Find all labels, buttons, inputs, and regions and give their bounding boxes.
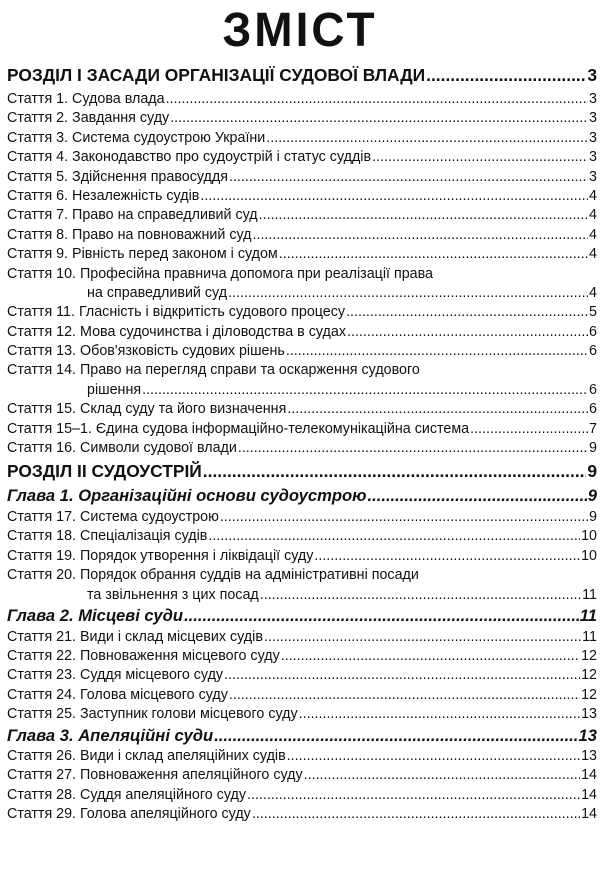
toc-chapter-label: Глава 2. Місцеві суди [7, 605, 184, 628]
toc-article-12[interactable] [7, 323, 597, 342]
dot-leader [470, 420, 588, 439]
dot-leader [372, 148, 588, 167]
dot-leader [346, 303, 588, 322]
toc-article-label: Стаття 21. Види і склад місцевих судів [7, 628, 264, 647]
toc-article-label: Стаття 25. Заступник голови місцевого суду [7, 705, 299, 724]
dot-leader [426, 60, 586, 90]
toc-article-19[interactable] [7, 547, 597, 566]
toc-page-number: 3 [587, 65, 597, 85]
toc-article-2[interactable] [7, 109, 597, 128]
toc-article-15-1[interactable] [7, 420, 597, 439]
dot-leader [247, 786, 580, 805]
toc-page-number: 13 [581, 748, 597, 765]
toc-article-6[interactable] [7, 187, 597, 206]
dot-leader [299, 705, 580, 724]
toc-article-label: Стаття 26. Види і склад апеляційних судів [7, 747, 287, 766]
toc-article-label: Стаття 1. Судова влада [7, 90, 166, 109]
toc-article-18[interactable] [7, 527, 597, 546]
toc-page-number: 6 [589, 323, 597, 340]
toc-page-number: 13 [578, 725, 597, 745]
toc-article-label: Стаття 18. Спеціалізація судів [7, 527, 208, 546]
dot-leader [220, 508, 588, 527]
toc-article-label-line2: та звільнення з цих посад [87, 586, 260, 605]
dot-leader [264, 628, 581, 647]
toc-article-label: Стаття 29. Голова апеляційного суду [7, 805, 252, 824]
toc-article-1[interactable] [7, 90, 597, 109]
toc-page-number: 10 [581, 547, 597, 564]
toc-page-number: 12 [581, 686, 597, 703]
toc-article-15[interactable] [7, 400, 597, 419]
toc-article-label: Стаття 22. Повноваження місцевого суду [7, 647, 281, 666]
toc-article-label: Стаття 28. Суддя апеляційного суду [7, 786, 247, 805]
toc-article-14[interactable] [7, 361, 597, 400]
toc-article-label: Стаття 6. Незалежність судів [7, 187, 200, 206]
dot-leader [224, 666, 580, 685]
toc-article-label: Стаття 5. Здійснення правосуддя [7, 168, 229, 187]
toc-article-10[interactable] [7, 265, 597, 304]
toc-chapter-3[interactable] [7, 725, 597, 748]
toc-chapter-label: Глава 1. Організаційні основи судоустрою [7, 485, 368, 508]
toc-page-number: 9 [587, 461, 597, 482]
toc-page-number: 3 [589, 129, 597, 146]
toc-page-number: 3 [589, 149, 597, 166]
toc-page-number: 3 [589, 90, 597, 107]
toc-article-28[interactable] [7, 786, 597, 805]
dot-leader [238, 439, 588, 458]
toc-article-13[interactable] [7, 342, 597, 361]
toc-article-24[interactable] [7, 686, 597, 705]
toc-article-label: Стаття 24. Голова місцевого суду [7, 686, 229, 705]
toc-section-label: РОЗДІЛ І ЗАСАДИ ОРГАНІЗАЦІЇ СУДОВОЇ ВЛАДИ [7, 60, 426, 90]
table-of-contents [7, 60, 597, 825]
toc-article-7[interactable] [7, 206, 597, 225]
toc-article-label-line1: Стаття 20. Порядок обрання суддів на адміністративні посади [7, 567, 419, 584]
toc-page-number: 3 [589, 110, 597, 127]
toc-page-number: 9 [589, 509, 597, 525]
toc-page-number: 7 [589, 420, 597, 437]
dot-leader [228, 284, 588, 303]
dot-leader [170, 109, 588, 128]
toc-article-4[interactable] [7, 148, 597, 167]
dot-leader [229, 168, 588, 187]
toc-article-label-line2: на справедливий суд [87, 284, 228, 303]
dot-leader [203, 458, 587, 485]
toc-article-21[interactable] [7, 628, 597, 647]
toc-article-label: Стаття 11. Гласність і відкритість судового процесу [7, 303, 346, 322]
toc-page-number: 6 [589, 381, 597, 398]
toc-article-label: Стаття 9. Рівність перед законом і судом [7, 245, 279, 264]
toc-page-number: 4 [589, 187, 597, 204]
dot-leader [287, 747, 580, 766]
dot-leader [214, 725, 577, 748]
toc-article-label: Стаття 12. Мова судочинства і діловодства в судах [7, 323, 347, 342]
toc-article-label: Стаття 15–1. Єдина судова інформаційно-телекомунікаційна система [7, 420, 470, 439]
toc-page-number: 14 [581, 806, 597, 823]
toc-article-label: Стаття 8. Право на повноважний суд [7, 226, 253, 245]
toc-page-number: 12 [581, 647, 597, 664]
toc-article-label-line1: Стаття 14. Право на перегляд справи та оскарження судового [7, 362, 420, 379]
dot-leader [368, 485, 587, 508]
toc-article-5[interactable] [7, 168, 597, 187]
dot-leader [281, 647, 580, 666]
toc-article-3[interactable] [7, 129, 597, 148]
toc-page-number: 13 [581, 706, 597, 723]
toc-page-number: 10 [581, 528, 597, 545]
dot-leader [142, 381, 588, 400]
dot-leader [208, 527, 580, 546]
toc-page-number: 3 [589, 168, 597, 185]
toc-article-29[interactable] [7, 805, 597, 824]
toc-article-label: Стаття 27. Повноваження апеляційного суду [7, 767, 304, 786]
dot-leader [260, 586, 581, 605]
toc-article-label: Стаття 7. Право на справедливий суд [7, 206, 259, 225]
toc-article-9[interactable] [7, 245, 597, 264]
toc-article-label: Стаття 19. Порядок утворення і ліквідації суду [7, 547, 314, 566]
toc-page-number: 11 [582, 586, 597, 603]
dot-leader [279, 245, 588, 264]
toc-page-number: 11 [579, 605, 597, 625]
toc-chapter-2[interactable] [7, 605, 597, 628]
toc-page-number: 9 [587, 486, 597, 506]
page-title: ЗМІСТ [222, 1, 378, 57]
toc-page-number: 14 [581, 767, 597, 784]
toc-article-label: Стаття 16. Символи судової влади [7, 439, 238, 458]
toc-page-number: 12 [581, 667, 597, 684]
toc-page-number: 4 [589, 226, 597, 243]
toc-chapter-label: Глава 3. Апеляційні суди [7, 725, 214, 748]
toc-article-label: Стаття 23. Суддя місцевого суду [7, 666, 224, 685]
dot-leader [184, 605, 579, 628]
toc-article-label: Стаття 3. Система судоустрою України [7, 129, 266, 148]
toc-section-2[interactable] [7, 458, 597, 485]
toc-page-number: 9 [589, 440, 597, 457]
toc-page-number: 14 [581, 786, 597, 803]
toc-page-number: 4 [589, 246, 597, 263]
toc-page-number: 6 [589, 343, 597, 360]
toc-article-11[interactable] [7, 303, 597, 322]
dot-leader [229, 686, 580, 705]
toc-article-17[interactable] [7, 508, 597, 527]
toc-section-1[interactable] [7, 60, 597, 90]
toc-article-16[interactable] [7, 439, 597, 458]
toc-article-20[interactable] [7, 566, 597, 605]
dot-leader [266, 129, 588, 148]
dot-leader [314, 547, 580, 566]
toc-page-number: 4 [589, 284, 597, 301]
dot-leader [347, 323, 588, 342]
toc-page-number: 6 [589, 401, 597, 418]
toc-article-22[interactable] [7, 647, 597, 666]
dot-leader [252, 805, 580, 824]
toc-page-number: 11 [582, 628, 597, 645]
toc-article-8[interactable] [7, 226, 597, 245]
toc-article-26[interactable] [7, 747, 597, 766]
toc-article-23[interactable] [7, 666, 597, 685]
toc-article-label: Стаття 15. Склад суду та його визначення [7, 400, 287, 419]
toc-article-27[interactable] [7, 767, 597, 786]
dot-leader [253, 226, 589, 245]
toc-article-label-line1: Стаття 10. Професійна правнича допомога при реалізації права [7, 265, 433, 282]
toc-section-label: РОЗДІЛ ІІ СУДОУСТРІЙ [7, 458, 203, 485]
toc-article-25[interactable] [7, 705, 597, 724]
dot-leader [304, 767, 580, 786]
toc-article-label: Стаття 4. Законодавство про судоустрій і статус суддів [7, 148, 372, 167]
toc-chapter-1[interactable] [7, 485, 597, 508]
toc-article-label: Стаття 17. Система судоустрою [7, 508, 220, 527]
toc-article-label: Стаття 2. Завдання суду [7, 109, 170, 128]
dot-leader [286, 342, 588, 361]
dot-leader [166, 90, 588, 109]
toc-page-number: 4 [589, 207, 597, 224]
toc-article-label-line2: рішення [87, 381, 142, 400]
toc-article-label: Стаття 13. Обов'язковість судових рішень [7, 342, 286, 361]
dot-leader [259, 206, 588, 225]
toc-page-number: 5 [589, 304, 597, 321]
dot-leader [287, 400, 588, 419]
dot-leader [200, 187, 588, 206]
